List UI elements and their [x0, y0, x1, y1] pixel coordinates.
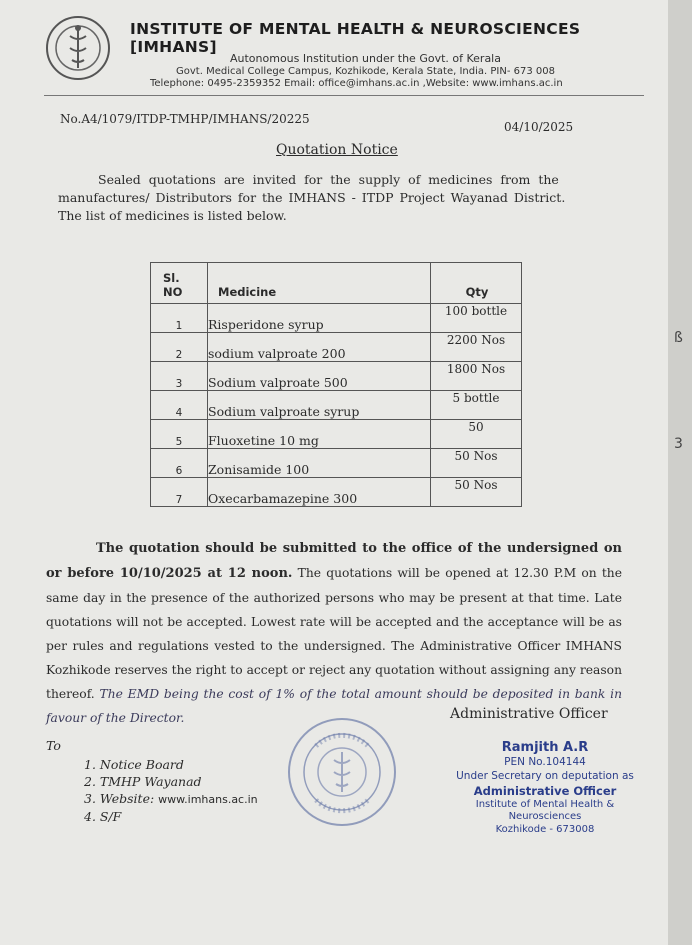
- distribution-list: [84, 756, 258, 825]
- row-sl-no: 6: [151, 449, 208, 478]
- website-link[interactable]: www.imhans.ac.in: [158, 793, 258, 806]
- row-medicine: Fluoxetine 10 mg: [208, 420, 431, 449]
- header-line-2: Govt. Medical College Campus, Kozhikode, Kerala State, India. PIN- 673 008: [176, 66, 555, 77]
- submission-deadline: The quotation should be submitted to the office of the undersigned on or before 10/10/2025 at 12 noon.: [46, 541, 622, 581]
- list-item: [84, 790, 258, 808]
- row-sl-no: 7: [151, 478, 208, 507]
- header-medicine: Medicine: [208, 263, 431, 304]
- signatory-name: Ramjith A.R: [501, 740, 589, 755]
- admin-officer-label: Administrative Officer: [450, 706, 608, 722]
- row-qty: 50 Nos: [431, 478, 522, 507]
- row-medicine: sodium valproate 200: [208, 333, 431, 362]
- intro-line-3: The list of medicines is listed below.: [58, 208, 287, 223]
- row-medicine: Sodium valproate 500: [208, 362, 431, 391]
- header-line-3: Telephone: 0495-2359352 Email: office@imhans.ac.in ,Website: www.imhans.ac.in: [150, 78, 563, 89]
- office-seal-icon: [286, 716, 398, 828]
- institute-name: INSTITUTE OF MENTAL HEALTH & NEUROSCIENCES [IMHANS]: [130, 20, 581, 56]
- header-divider: [44, 95, 644, 96]
- signatory-org-1: Institute of Mental Health &: [475, 799, 615, 810]
- list-item: 4. S/F: [84, 809, 122, 824]
- row-qty: 5 bottle: [431, 391, 522, 420]
- table-row: [151, 333, 522, 362]
- list-item: 1. Notice Board: [84, 757, 184, 772]
- signatory-org-2: Neurosciences: [508, 811, 582, 822]
- edge-mark: ß: [674, 330, 683, 346]
- reference-number: No.A4/1079/ITDP-TMHP/IMHANS/20225: [60, 112, 310, 126]
- row-sl-no: 3: [151, 362, 208, 391]
- signatory-role-2: Administrative Officer: [473, 784, 617, 798]
- table-row: [151, 304, 522, 333]
- row-medicine: Oxecarbamazepine 300: [208, 478, 431, 507]
- table-row: [151, 478, 522, 507]
- to-label: To: [46, 738, 61, 753]
- row-sl-no: 1: [151, 304, 208, 333]
- submission-paragraph: [46, 536, 622, 730]
- submission-details: The quotations will be opened at 12.30 P.M on the same day in the presence of the authorized persons who may be present at that time. Late quotations will not be accepted. Lowest rate will be accepted and the acceptance will be as per rules and regulations vested to the undersigned. The Administrative Officer IMHANS Kozhikode reserves the right to accept or reject any quotation without assigning any reason thereof.: [46, 566, 622, 701]
- row-qty: 50 Nos: [431, 449, 522, 478]
- header-line-1: Autonomous Institution under the Govt. of Kerala: [230, 52, 501, 65]
- imhans-emblem-icon: [44, 14, 112, 82]
- table-row: [151, 420, 522, 449]
- intro-line-1: Sealed quotations are invited for the supply of medicines from the: [98, 172, 559, 187]
- row-medicine: Zonisamide 100: [208, 449, 431, 478]
- row-qty: 1800 Nos: [431, 362, 522, 391]
- notice-title: Quotation Notice: [276, 142, 398, 158]
- notice-date: 04/10/2025: [504, 120, 574, 134]
- list-item: 2. TMHP Wayanad: [84, 774, 202, 789]
- row-qty: 100 bottle: [431, 304, 522, 333]
- row-medicine: Risperidone syrup: [208, 304, 431, 333]
- adjacent-page-edge: [668, 0, 692, 945]
- row-sl-no: 5: [151, 420, 208, 449]
- header-sl-no: Sl. NO: [151, 263, 208, 304]
- medicine-table: [150, 262, 522, 507]
- signatory-pen: PEN No.104144: [504, 756, 586, 768]
- handwritten-emd-note: The EMD being the cost of 1% of the total amount should be deposited in bank in favour of the Director.: [46, 687, 622, 725]
- intro-line-2: manufactures/ Distributors for the IMHANS - ITDP Project Wayanad District.: [58, 190, 566, 205]
- row-sl-no: 2: [151, 333, 208, 362]
- edge-mark: 3: [674, 436, 683, 452]
- signatory-org-3: Kozhikode - 673008: [495, 824, 595, 835]
- header-qty: Qty: [431, 263, 522, 304]
- signatory-role-1: Under Secretary on deputation as: [456, 770, 634, 782]
- row-medicine: Sodium valproate syrup: [208, 391, 431, 420]
- row-qty: 2200 Nos: [431, 333, 522, 362]
- table-row: [151, 362, 522, 391]
- table-row: [151, 449, 522, 478]
- row-qty: 50: [431, 420, 522, 449]
- row-sl-no: 4: [151, 391, 208, 420]
- list-item-label: 3. Website:: [84, 791, 159, 806]
- table-header-row: [151, 263, 522, 304]
- table-row: [151, 391, 522, 420]
